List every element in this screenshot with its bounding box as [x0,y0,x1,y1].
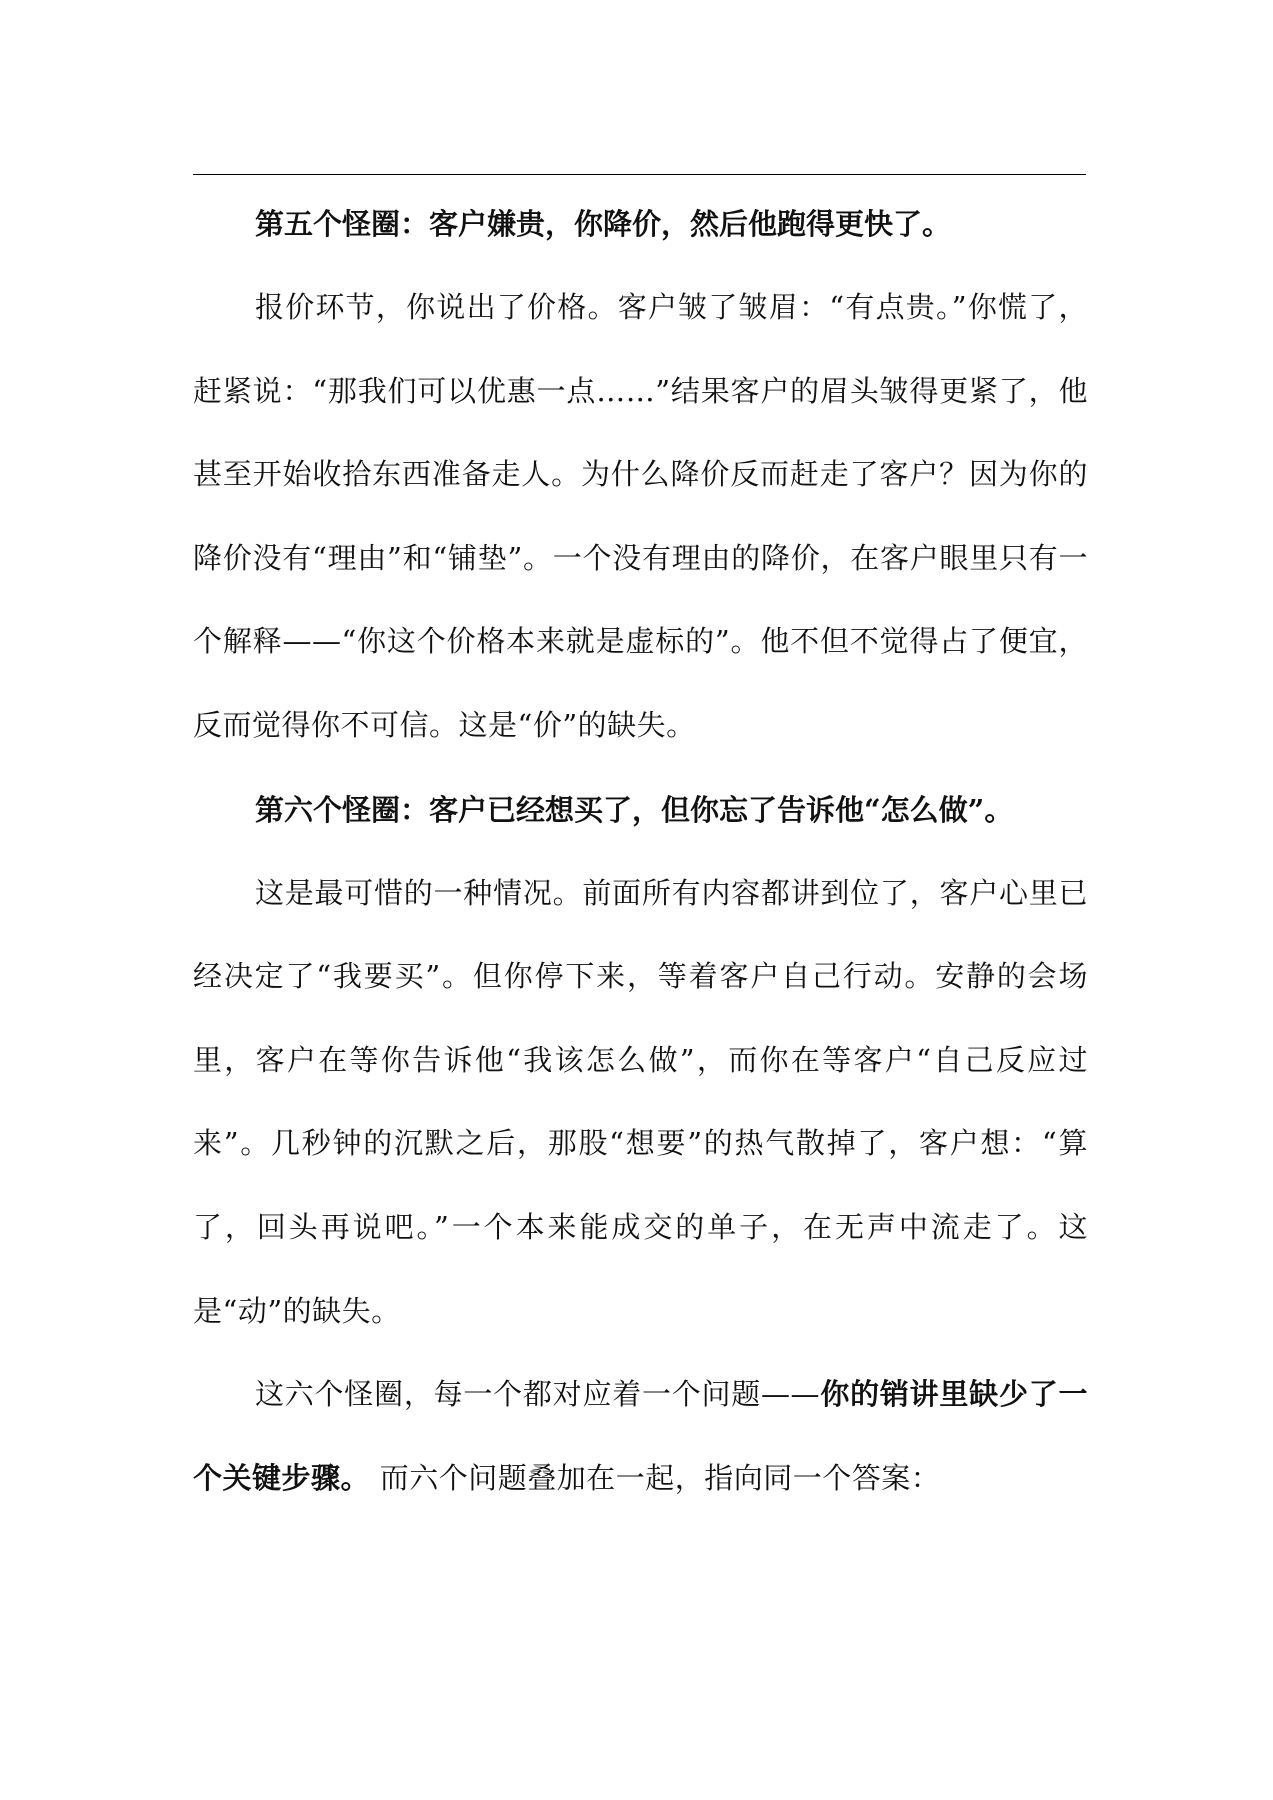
section-5-body: 报价环节，你说出了价格。客户皱了皱眉：“有点贵。”你慌了，赶紧说：“那我们可以优惠一点……”结果客户的眉头皱得更紧了，他甚至开始收拾东西准备走人。为什么降价反而赶走了客户？因为你的降价没有“理由”和“铺垫”。一个没有理由的降价，在客户眼里只有一个解释——“你这个价格本来就是虚标的”。他不但不觉得占了便宜，反而觉得你不可信。这是“价”的缺失。 [193,290,1088,742]
summary-lead: 这六个怪圈，每一个都对应着一个问题—— [255,1377,821,1412]
section-5-heading: 第五个怪圈：客户嫌贵，你降价，然后他跑得更快了。 [255,207,952,241]
header-rule [193,174,1086,175]
summary-emphasis: 你的销讲里缺少了一个关键步骤。 [193,1377,1088,1495]
summary-paragraph [193,1353,1088,1520]
section-6-heading: 第六个怪圈：客户已经想买了，但你忘了告诉他“怎么做”。 [255,792,1014,827]
section-6-body: 这是最可惜的一种情况。前面所有内容都讲到位了，客户心里已经决定了“我要买”。但你停下来，等着客户自己行动。安静的会场里，客户在等你告诉他“我该怎么做”，而你在等客户“自己反应过来”。几秒钟的沉默之后，那股“想要”的热气散掉了，客户想：“算了，回头再说吧。”一个本来能成交的单子，在无声中流走了。这是“动”的缺失。 [193,875,1088,1328]
page-content [193,182,1088,1520]
summary-tail: 而六个问题叠加在一起，指向同一个答案： [370,1460,941,1495]
